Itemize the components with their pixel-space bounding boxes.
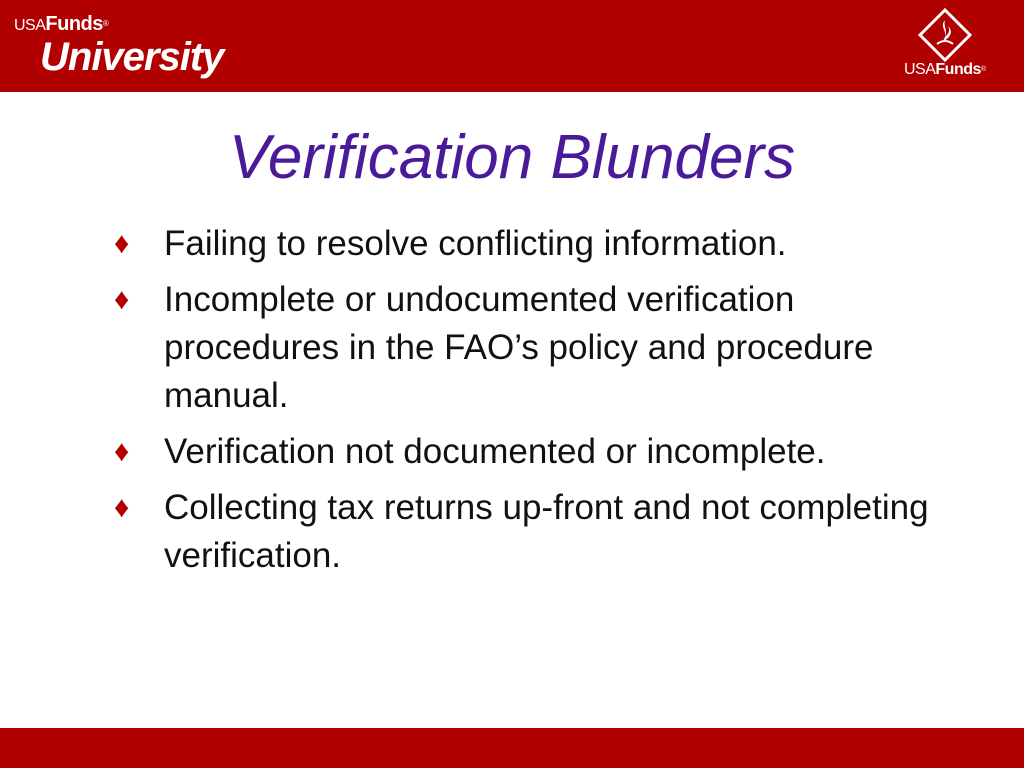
bullet-list xyxy=(114,220,934,588)
logo-funds-text: Funds xyxy=(45,13,103,35)
usafunds-logo xyxy=(898,8,992,82)
footer-band xyxy=(0,728,1024,768)
bullet-item xyxy=(114,484,934,580)
header-band xyxy=(0,0,1024,92)
logo-university-text: University xyxy=(40,35,224,79)
diamond-icon: ♦ xyxy=(114,283,130,316)
bullet-item xyxy=(114,428,934,476)
logo-funds-text: Funds xyxy=(935,61,981,78)
bullet-text: Incomplete or undocumented verification procedures in the FAO’s policy and procedure manual. xyxy=(164,280,874,415)
logo-registered-mark: ® xyxy=(980,66,986,73)
logo-usa-text: USA xyxy=(904,61,936,78)
usafunds-small-wordmark xyxy=(904,62,986,78)
bullet-text: Failing to resolve conflicting information. xyxy=(164,224,787,263)
bullet-item xyxy=(114,220,934,268)
diamond-icon: ♦ xyxy=(114,491,130,524)
diamond-icon: ♦ xyxy=(114,227,130,260)
logo-usa-text: USA xyxy=(14,17,46,34)
slide-title: Verification Blunders xyxy=(228,123,796,192)
usafunds-university-logo xyxy=(14,14,223,78)
usafunds-wordmark xyxy=(14,14,223,36)
flame-diamond-icon xyxy=(918,8,972,62)
logo-registered-mark: ® xyxy=(102,19,109,28)
bullet-text: Verification not documented or incomplete. xyxy=(164,432,826,471)
bullet-item xyxy=(114,276,934,420)
bullet-text: Collecting tax returns up-front and not completing verification. xyxy=(164,488,929,575)
diamond-icon: ♦ xyxy=(114,435,130,468)
